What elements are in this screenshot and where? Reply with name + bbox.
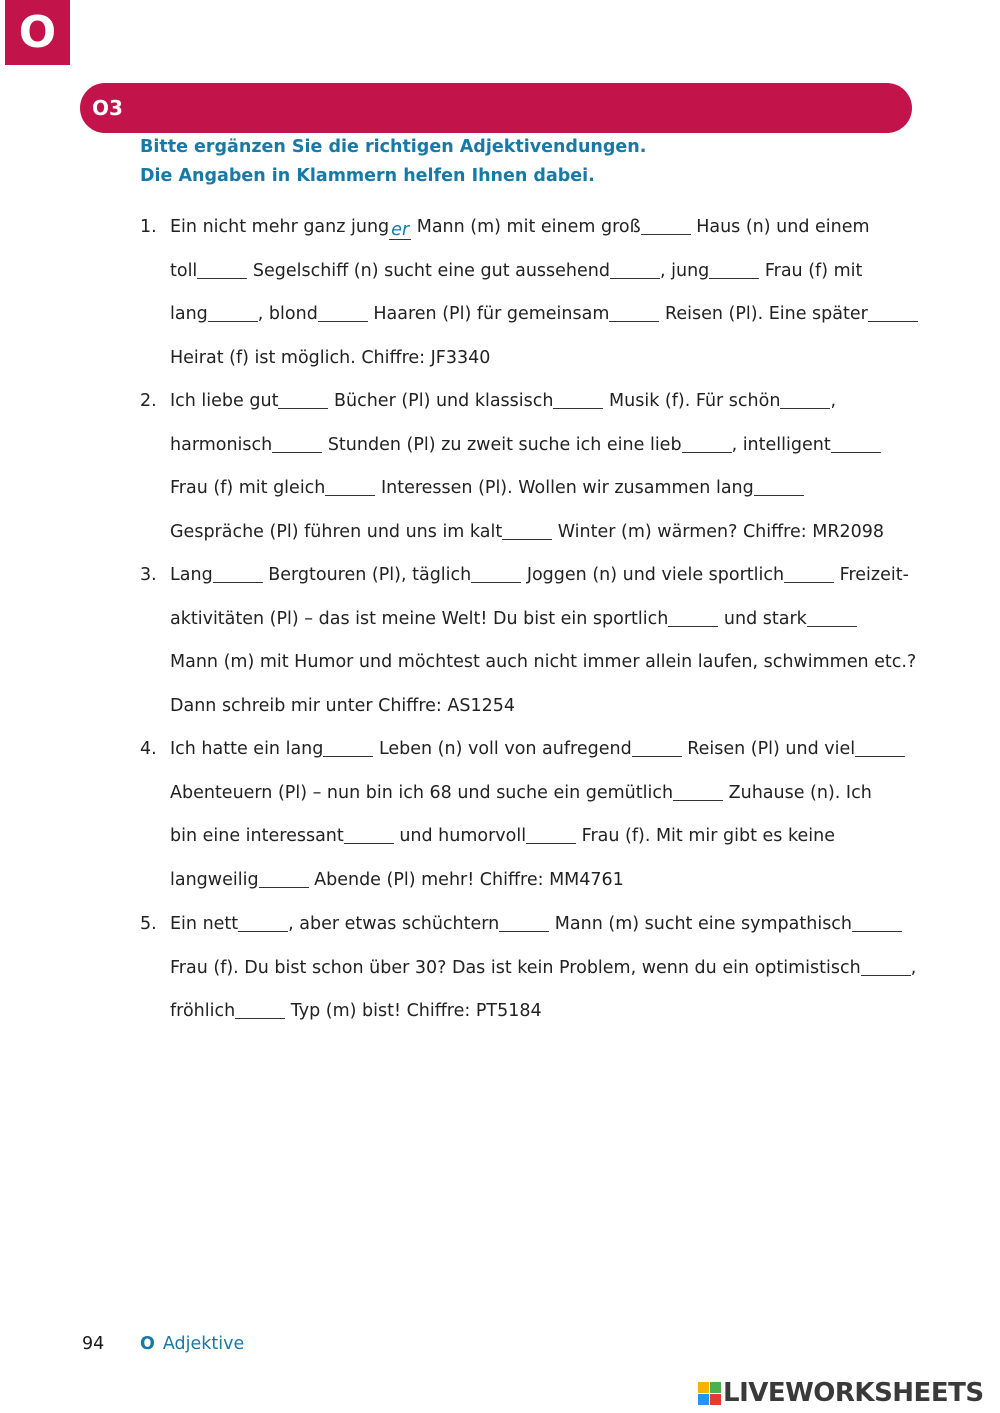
instruction-line: Die Angaben in Klammern helfen Ihnen dabei. xyxy=(140,166,595,186)
answer-blank[interactable] xyxy=(553,390,603,409)
answer-blank[interactable] xyxy=(632,738,682,757)
answer-blank[interactable] xyxy=(668,608,718,627)
answer-blank[interactable] xyxy=(861,957,911,976)
answer-blank[interactable] xyxy=(610,260,660,279)
answer-blank[interactable] xyxy=(323,738,373,757)
answer-blank[interactable] xyxy=(780,390,830,409)
answer-blank[interactable] xyxy=(807,608,857,627)
answer-blank[interactable] xyxy=(502,521,552,540)
answer-blank[interactable] xyxy=(526,825,576,844)
item-number: 3. xyxy=(140,565,157,585)
item-text: Gespräche (Pl) führen und uns im kalt Winter (m) wärmen? Chiffre: MR2098 xyxy=(170,521,885,542)
item-line xyxy=(140,990,920,1034)
instruction-line: Bitte ergänzen Sie die richtigen Adjektivendungen. xyxy=(140,137,647,157)
answer-blank[interactable] xyxy=(868,303,918,322)
item-line xyxy=(140,337,920,381)
answer-blank[interactable] xyxy=(325,477,375,496)
answer-blank[interactable] xyxy=(682,434,732,453)
item-text: toll Segelschiff (n) sucht eine gut aussehend , jung Frau (f) mit xyxy=(170,260,863,281)
item-text: Abenteuern (Pl) – nun bin ich 68 und suche ein gemütlich Zuhause (n). Ich xyxy=(170,782,872,803)
item-text: harmonisch Stunden (Pl) zu zweit suche ich eine lieb , intelligent xyxy=(170,424,881,468)
instructions xyxy=(140,133,646,191)
answer-blank[interactable] xyxy=(208,303,258,322)
item-text: lang , blond Haaren (Pl) für gemeinsam Reisen (Pl). Eine später xyxy=(170,293,918,337)
item-line xyxy=(140,728,920,772)
answer-blank[interactable] xyxy=(855,738,905,757)
logo-tile xyxy=(698,1394,709,1405)
exercise-item xyxy=(140,206,920,380)
item-text: Ich liebe gut Bücher (Pl) und klassisch Musik (f). Für schön , xyxy=(170,391,837,411)
item-number: 4. xyxy=(140,739,157,759)
item-text: Ein nicht mehr ganz jung er Mann (m) mit einem groß Haus (n) und einem xyxy=(170,217,870,240)
item-line xyxy=(140,598,920,642)
item-line xyxy=(140,467,920,511)
item-line xyxy=(140,293,920,337)
item-line xyxy=(140,380,920,424)
item-line xyxy=(140,424,920,468)
item-text: langweilig Abende (Pl) mehr! Chiffre: MM4761 xyxy=(170,869,624,890)
answer-blank[interactable] xyxy=(238,913,288,932)
exercise-item xyxy=(140,380,920,554)
item-text: aktivitäten (Pl) – das ist meine Welt! Du bist ein sportlich und stark xyxy=(170,598,857,642)
answer-blank[interactable] xyxy=(709,260,759,279)
answer-blank[interactable] xyxy=(318,303,368,322)
answer-blank[interactable] xyxy=(499,913,549,932)
answer-blank[interactable] xyxy=(213,564,263,583)
item-line xyxy=(140,947,920,991)
item-number: 1. xyxy=(140,217,157,237)
answer-blank[interactable] xyxy=(673,782,723,801)
liveworksheets-brand xyxy=(698,1378,984,1408)
answer-blank[interactable] xyxy=(641,216,691,235)
liveworksheets-logo-icon xyxy=(698,1382,721,1405)
footer-chapter-title: Adjektive xyxy=(162,1334,245,1354)
example-answer: er xyxy=(389,221,411,240)
item-line xyxy=(140,511,920,555)
answer-blank[interactable] xyxy=(471,564,521,583)
item-text: Dann schreib mir unter Chiffre: AS1254 xyxy=(170,695,516,716)
item-line xyxy=(140,641,920,685)
exercise-item xyxy=(140,728,920,902)
answer-blank[interactable] xyxy=(609,303,659,322)
item-text: Mann (m) mit Humor und möchtest auch nicht immer allein laufen, schwimmen etc.? xyxy=(170,652,917,673)
item-line xyxy=(140,250,920,294)
page-number: 94 xyxy=(82,1334,105,1354)
answer-blank[interactable] xyxy=(852,913,902,932)
logo-tile xyxy=(710,1382,721,1393)
answer-blank[interactable] xyxy=(831,434,881,453)
exercise-header-bar xyxy=(80,83,912,133)
item-number: 5. xyxy=(140,914,157,934)
item-text: bin eine interessant und humorvoll Frau (f). Mit mir gibt es keine xyxy=(170,826,835,847)
chapter-letter: O xyxy=(18,6,57,58)
logo-tile xyxy=(698,1382,709,1393)
answer-blank[interactable] xyxy=(344,825,394,844)
item-text: Ich hatte ein lang Leben (n) voll von aufregend Reisen (Pl) und viel xyxy=(170,728,905,772)
footer-chapter-letter: O xyxy=(140,1334,155,1354)
chapter-tab xyxy=(5,0,70,65)
item-line xyxy=(140,554,920,598)
item-line xyxy=(140,685,920,729)
item-number: 2. xyxy=(140,391,157,411)
item-line xyxy=(140,903,920,947)
item-line xyxy=(140,815,920,859)
answer-blank[interactable] xyxy=(278,390,328,409)
item-text: Lang Bergtouren (Pl), täglich Joggen (n) und viele sportlich Freizeit- xyxy=(170,565,909,585)
answer-blank[interactable] xyxy=(259,869,309,888)
item-text: Frau (f) mit gleich Interessen (Pl). Wollen wir zusammen lang xyxy=(170,467,804,511)
exercise-item xyxy=(140,554,920,728)
item-line xyxy=(140,772,920,816)
item-text: fröhlich Typ (m) bist! Chiffre: PT5184 xyxy=(170,1001,542,1022)
answer-blank[interactable] xyxy=(235,1000,285,1019)
logo-tile xyxy=(710,1394,721,1405)
item-text: Heirat (f) ist möglich. Chiffre: JF3340 xyxy=(170,347,491,368)
answer-blank[interactable] xyxy=(754,477,804,496)
answer-blank[interactable] xyxy=(272,434,322,453)
item-text: Frau (f). Du bist schon über 30? Das ist kein Problem, wenn du ein optimistisch , xyxy=(170,957,917,978)
answer-blank[interactable] xyxy=(197,260,247,279)
brand-text: LIVEWORKSHEETS xyxy=(723,1378,984,1408)
item-text: Ein nett , aber etwas schüchtern Mann (m) sucht eine sympathisch xyxy=(170,903,902,947)
answer-blank[interactable] xyxy=(784,564,834,583)
item-line xyxy=(140,859,920,903)
exercise-item xyxy=(140,903,920,1034)
item-line xyxy=(140,206,920,250)
exercise-number: O3 xyxy=(92,96,123,120)
page-footer xyxy=(82,1334,244,1354)
